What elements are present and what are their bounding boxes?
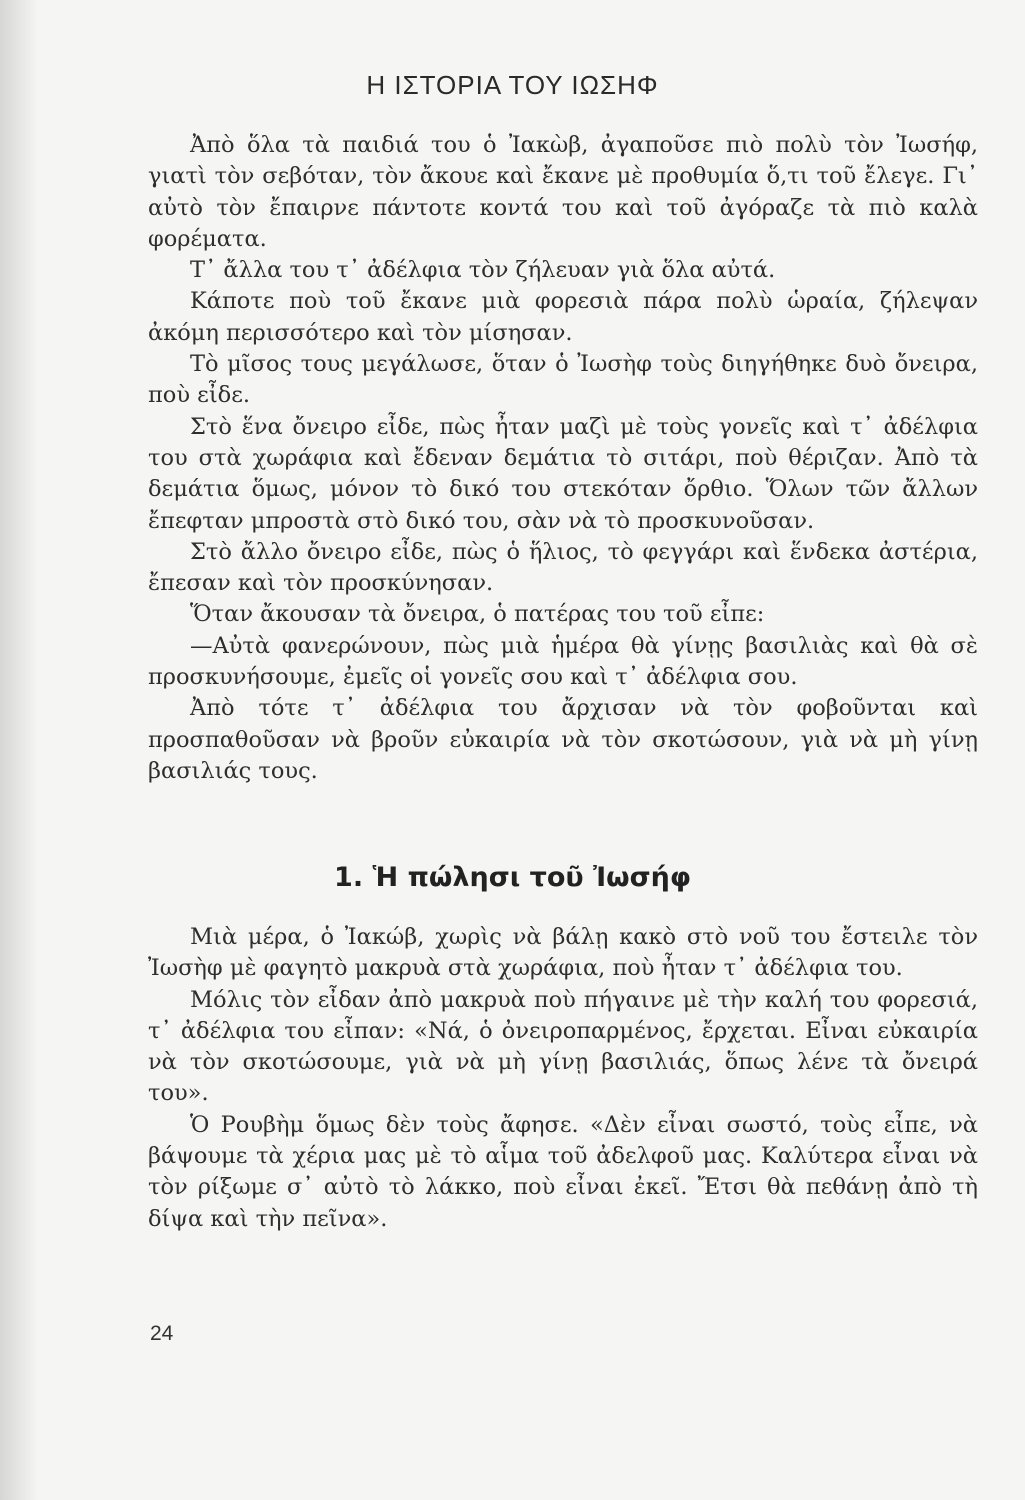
paragraph: Μόλις τὸν εἶδαν ἀπὸ μακρυὰ ποὺ πήγαινε μὲ τὴν καλή του φορεσιά, τ᾿ ἀδέλφια του εἶπαν: «Νά, ὁ ὀνειροπαρμένος, ἔρχεται. Εἶναι εὐκαιρία νὰ τὸν σκοτώσουμε, γιὰ νὰ μὴ γίνῃ βασιλιάς, ὅπως λένε τὰ ὄνειρά του». — [148, 986, 978, 1107]
paragraph: Ἀπὸ τότε τ᾿ ἀδέλφια του ἄρχισαν νὰ τὸν φοβοῦνται καὶ προσπαθοῦσαν νὰ βροῦν εὐκαιρία νὰ τὸν σκοτώσουν, γιὰ νὰ μὴ γίνῃ βασιλιάς τους. — [148, 695, 978, 784]
paragraph: Ἀπὸ ὅλα τὰ παιδιά του ὁ Ἰακὼβ, ἀγαποῦσε πιὸ πολὺ τὸν Ἰωσήφ, γιατὶ τὸν σεβόταν, τὸν ἄκουε καὶ ἔκανε μὲ προθυμία ὅ,τι τοῦ ἔλεγε. Γι᾿ αὐτὸ τὸν ἔπαιρνε πάντοτε κοντά του καὶ τοῦ ἀγόραζε τὰ πιὸ καλὰ φορέματα. — [148, 132, 978, 252]
paragraph: Κάποτε ποὺ τοῦ ἔκανε μιὰ φορεσιὰ πάρα πολὺ ὡραία, ζήλεψαν ἀκόμη περισσότερο καὶ τὸν μίσησαν. — [148, 288, 978, 346]
paragraph: Στὸ ἄλλο ὄνειρο εἶδε, πὼς ὁ ἥλιος, τὸ φεγγάρι καὶ ἕνδεκα ἀστέρια, ἔπεσαν καὶ τὸν προσκύνησαν. — [148, 538, 978, 597]
paragraph: Μιὰ μέρα, ὁ Ἰακώβ, χωρὶς νὰ βάλῃ κακὸ στὸ νοῦ του ἔστειλε τὸν Ἰωσὴφ μὲ φαγητὸ μακρυὰ στὰ χωράφια, ποὺ ἦταν τ᾿ ἀδέλφια του. — [148, 924, 978, 982]
paragraph: Τὸ μῖσος τους μεγάλωσε, ὅταν ὁ Ἰωσὴφ τοὺς διηγήθηκε δυὸ ὄνειρα, ποὺ εἶδε. — [148, 351, 978, 409]
paragraph: Τ᾿ ἄλλα του τ᾿ ἀδέλφια τὸν ζήλευαν γιὰ ὅλα αὐτά. — [190, 257, 776, 284]
chapter-title: Η ΙΣΤΟΡΙΑ ΤΟΥ ΙΩΣΗΦ — [366, 70, 659, 100]
intro-text — [148, 130, 978, 787]
paragraph: Ὁ Ρουβὴμ ὅμως δὲν τοὺς ἄφησε. «Δὲν εἶναι σωστό, τοὺς εἶπε, νὰ βάψουμε τὰ χέρια μας μὲ τὸ αἷμα τοῦ ἀδελφοῦ μας. Καλύτερα εἶναι νὰ τὸν ρίξωμε σ᾿ αὐτὸ τὸ λάκκο, ποὺ εἶναι ἐκεῖ. Ἔτσι θὰ πεθάνῃ ἀπὸ τὴ δίψα καὶ τὴν πεῖνα». — [148, 1111, 978, 1232]
paragraph: Ὅταν ἄκουσαν τὰ ὄνειρα, ὁ πατέρας του τοῦ εἶπε: — [190, 601, 765, 628]
paragraph: Στὸ ἕνα ὄνειρο εἶδε, πὼς ἦταν μαζὶ μὲ τοὺς γονεῖς καὶ τ᾿ ἀδέλφια του στὰ χωράφια καὶ ἔδεναν δεμάτια τὸ σιτάρι, ποὺ θέριζαν. Ἀπὸ τὰ δεμάτια ὅμως, μόνον τὸ δικό του στεκόταν ὄρθιο. Ὅλων τῶν ἄλλων ἔπεφταν μπροστὰ στὸ δικό του, σὰν νὰ τὸ προσκυνοῦσαν. — [148, 413, 978, 534]
paragraph: —Αὐτὰ φανερώνουν, πὼς μιὰ ἡμέρα θὰ γίνῃς βασιλιὰς καὶ θὰ σὲ προσκυνήσουμε, ἐμεῖς οἱ γονεῖς σου καὶ τ᾿ ἀδέλφια σου. — [148, 632, 978, 691]
section-text — [148, 922, 978, 1235]
section-heading: 1. Ἡ πώλησι τοῦ Ἰωσήφ — [334, 862, 691, 893]
page-number: 24 — [150, 1322, 174, 1345]
binding-shadow — [0, 0, 38, 1500]
